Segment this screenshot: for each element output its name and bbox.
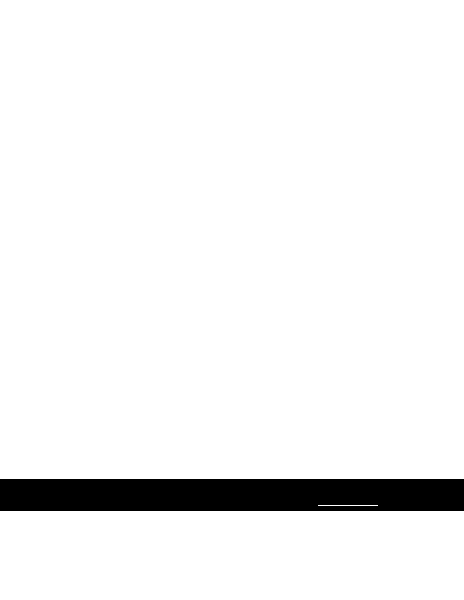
bottom-gold-ornament bbox=[0, 508, 464, 600]
middle-gold-ornament bbox=[0, 463, 464, 480]
notice-underline bbox=[318, 505, 378, 506]
top-gold-ornament bbox=[0, 0, 464, 70]
allergy-notice bbox=[0, 479, 464, 511]
menu-content bbox=[74, 78, 394, 82]
